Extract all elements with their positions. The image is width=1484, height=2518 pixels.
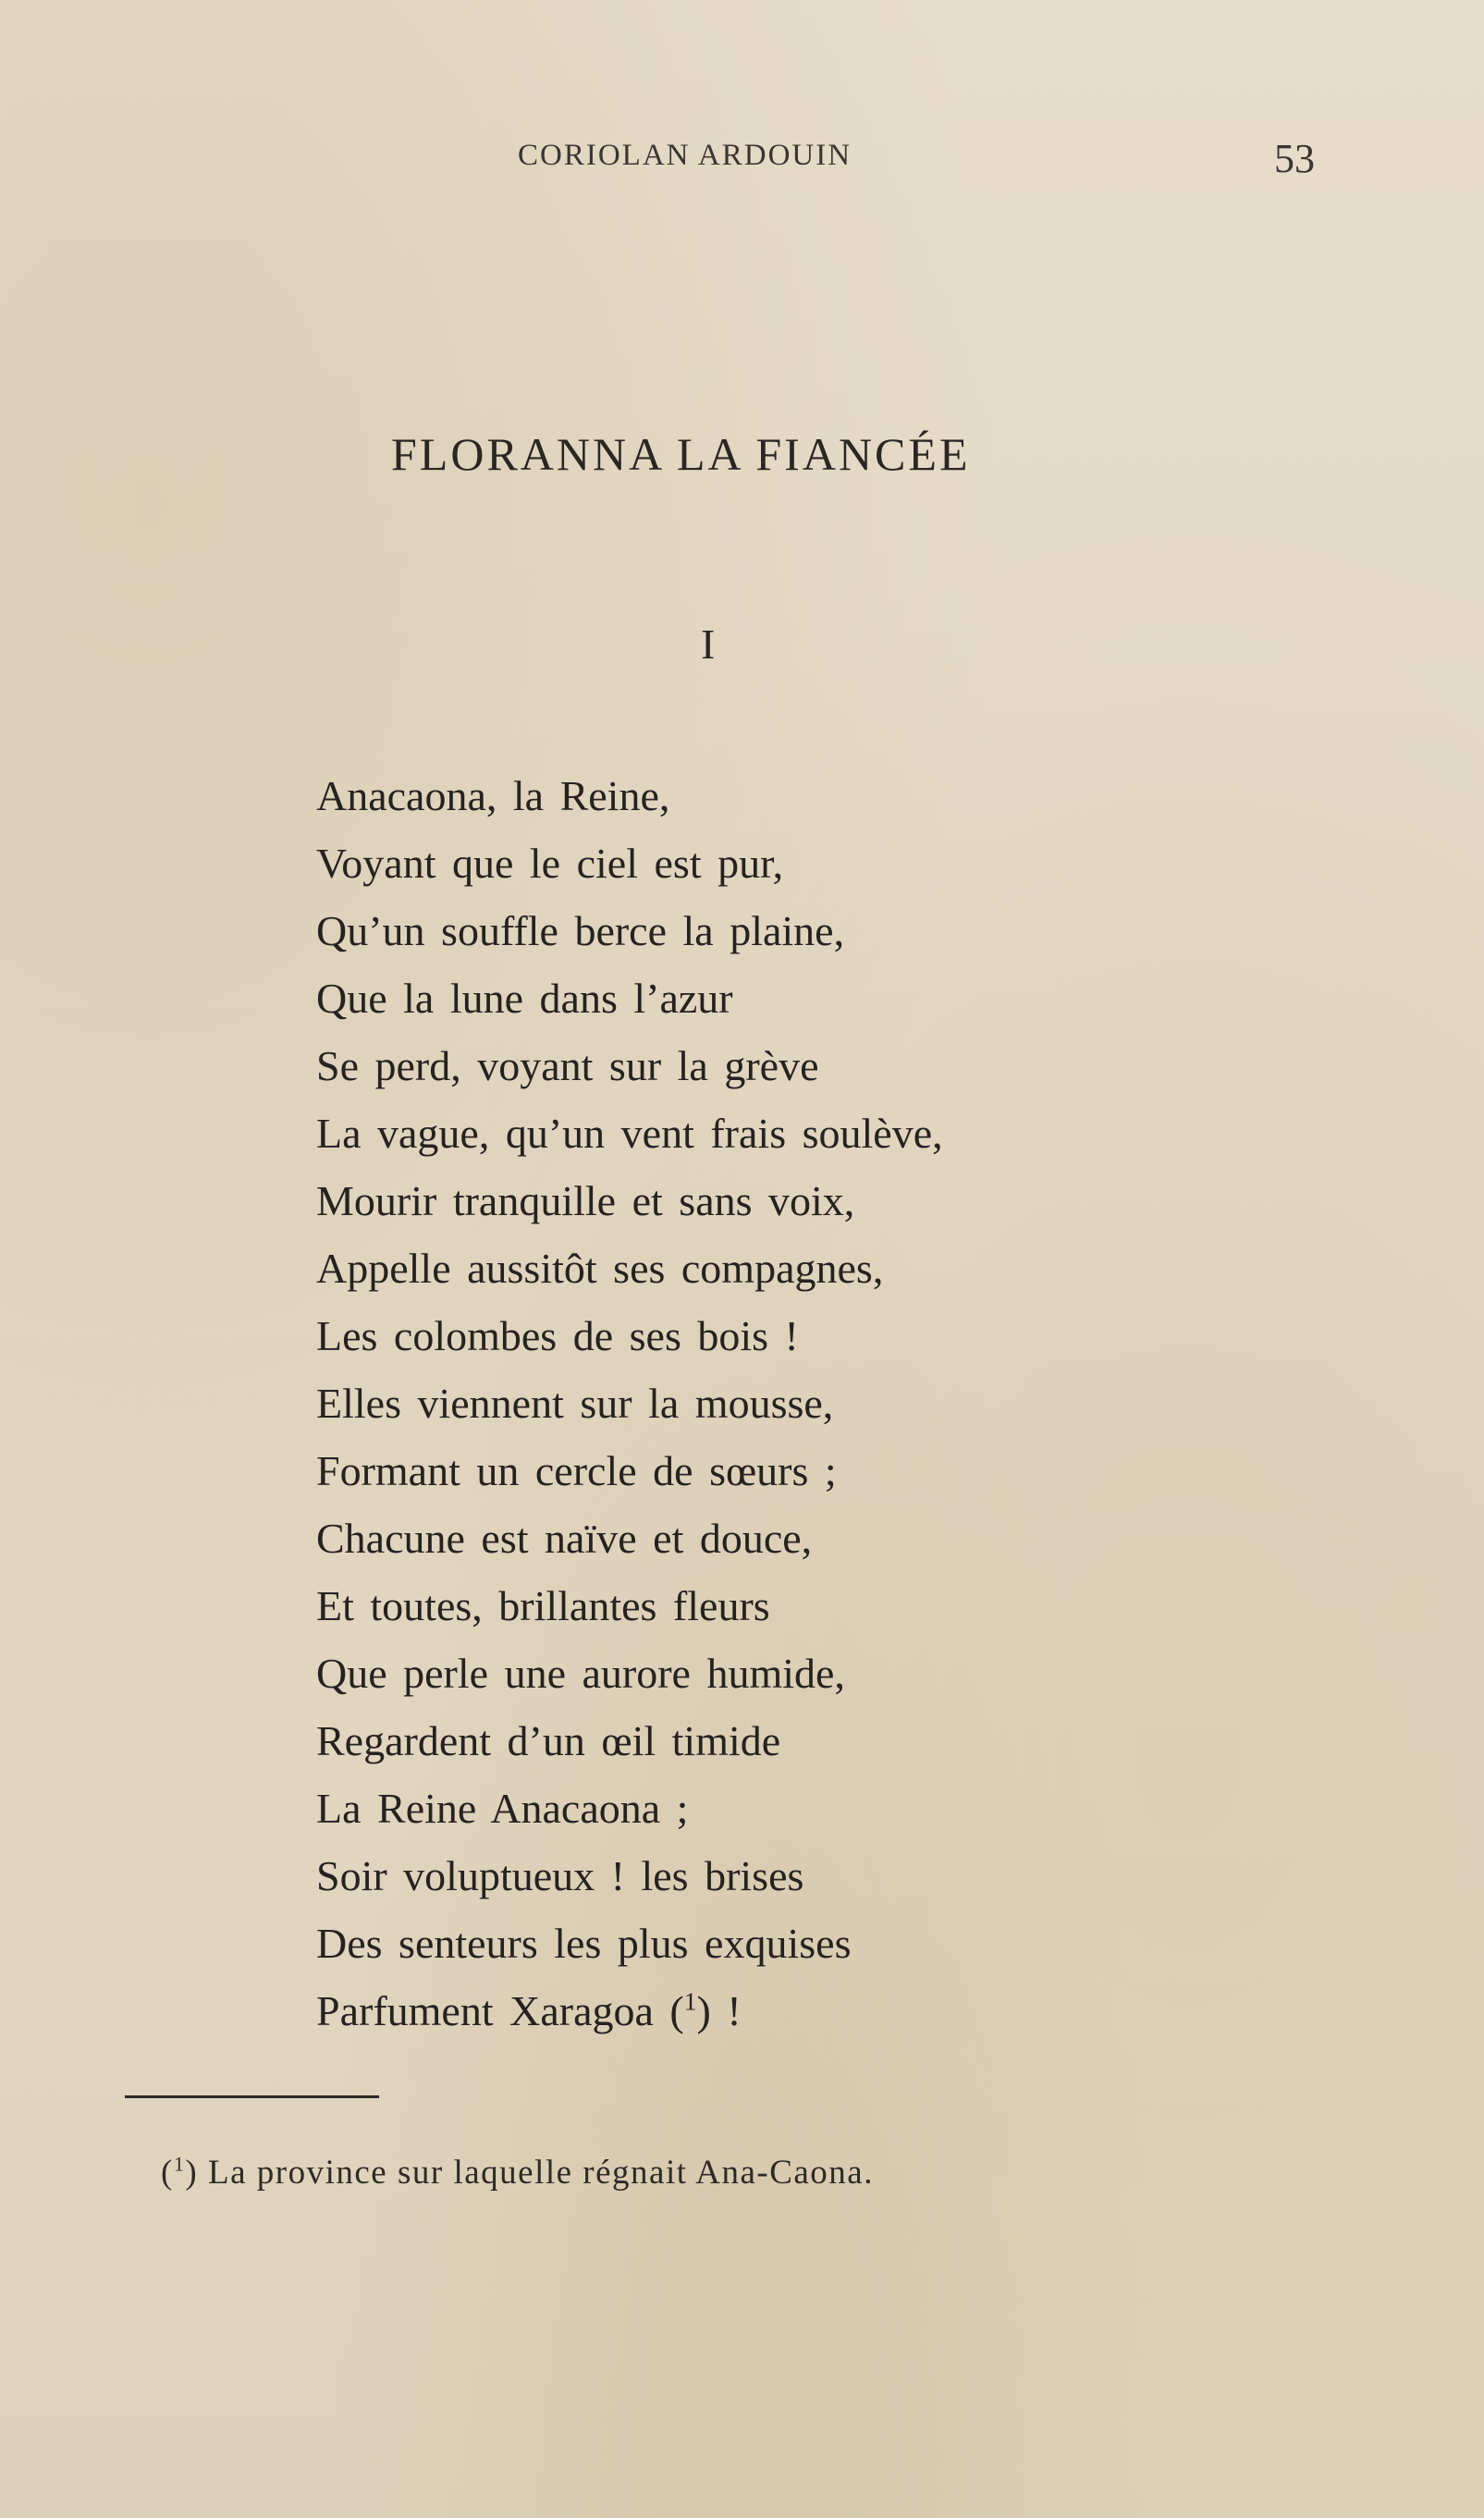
poem-line: Appelle aussitôt ses compagnes, [316, 1245, 884, 1292]
poem-line: La vague, qu’un vent frais soulève, [316, 1110, 943, 1157]
poem-line: Elles viennent sur la mousse, [316, 1380, 834, 1427]
footnote-text: La province sur laquelle régnait Ana-Caona. [208, 2154, 874, 2192]
poem-line-last: Parfument Xaragoa ($^1$) ! [316, 1986, 742, 2034]
poem-line: Qu’un souffle berce la plaine, [316, 907, 845, 954]
footnote-reference[interactable]: 1 [683, 1986, 697, 2016]
poem-line: Que la lune dans l’azur [316, 975, 733, 1022]
footnote-marker: 1 [173, 2152, 186, 2176]
poem-line: Mourir tranquille et sans voix, [316, 1177, 855, 1224]
poem-line: Les colombes de ses bois ! [316, 1312, 799, 1359]
running-header: CORIOLAN ARDOUIN [518, 139, 852, 172]
footnote [161, 2152, 874, 2193]
poem-line: Des senteurs les plus exquises [316, 1920, 852, 1967]
poem-line: Chacune est naïve et douce, [316, 1515, 813, 1562]
poem-line: Et toutes, brillantes fleurs [316, 1582, 770, 1629]
footnote-marker-wrap: ($^1$) [161, 2152, 199, 2192]
poem-line-last-end: ! [710, 1987, 742, 2034]
poem-line: Que perle une aurore humide, [316, 1650, 845, 1697]
poem-line: Formant un cercle de sœurs ; [316, 1447, 837, 1494]
footnote-divider [125, 2095, 379, 2098]
poem-line: Soir voluptueux ! les brises [316, 1852, 804, 1899]
poem-line-last-text: Parfument Xaragoa [316, 1987, 654, 2034]
poem-line: Se perd, voyant sur la grève [316, 1042, 819, 1089]
poem-line: Voyant que le ciel est pur, [316, 840, 784, 887]
section-number: I [701, 620, 716, 668]
poem-line: Regardent d’un œil timide [316, 1717, 781, 1764]
poem-title: FLORANNA LA FIANCÉE [391, 428, 971, 480]
poem-line: La Reine Anacaona ; [316, 1785, 689, 1832]
poem-line: Anacaona, la Reine, [316, 772, 670, 819]
page-number: 53 [1274, 136, 1315, 181]
poem-body [316, 769, 943, 2052]
